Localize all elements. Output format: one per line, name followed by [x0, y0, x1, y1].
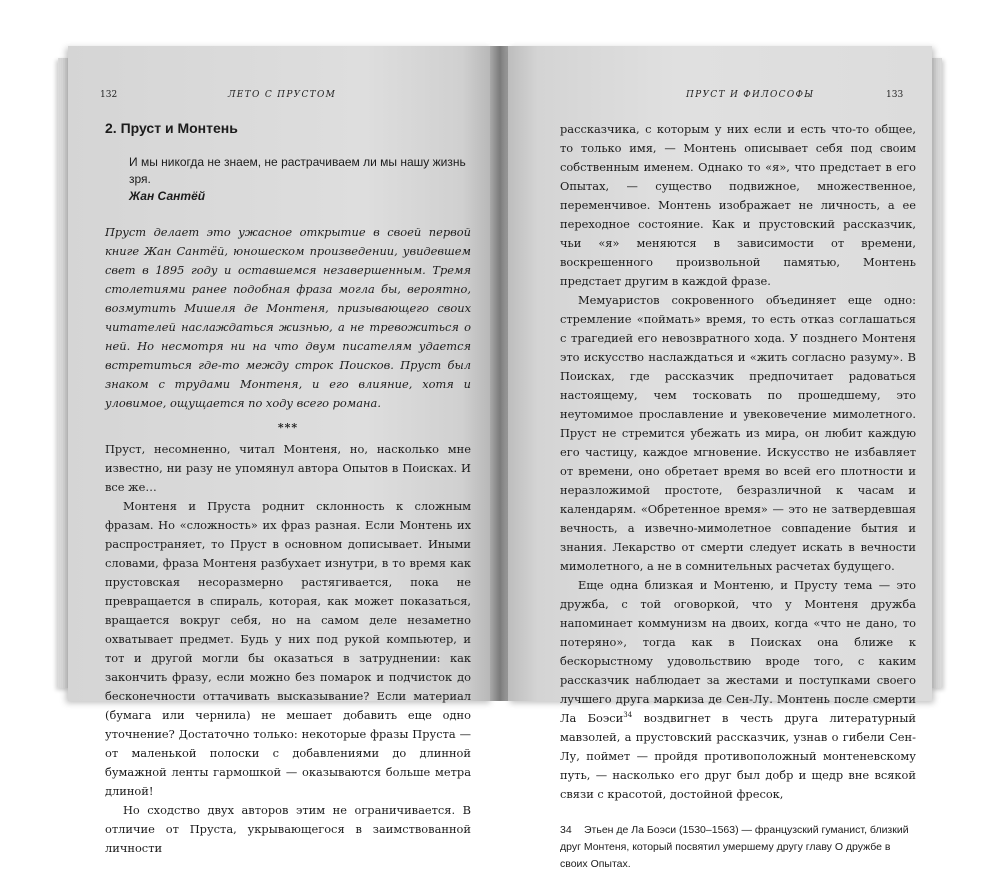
- paragraph-text: воздвигнет в честь друга литературный мавзолей, а прустовский рассказчик, узнав о гибели Сен-Лу, поймет — пройдя противоположный монтеневскому путь, — насколько его друг был добр и щедр вне всякой связи с красотой, достойной фресок,: [560, 711, 917, 801]
- left-page: [68, 46, 492, 855]
- paragraph: [560, 576, 916, 804]
- right-running-head: ПРУСТ И ФИЛОСОФЫ: [686, 90, 815, 100]
- footnote: [560, 822, 916, 873]
- paragraph: рассказчика, с которым у них если и есть что-то общее, то только имя, — Монтень описывает себя под своим собственным именем. Однако то «я», что предстает в его Опытах, — существо подвижное, множественное, переменчивое. Монтень изображает не личность, а ее переходное состояние. Как и прустовский рассказчик, чьи «я» меняются в зависимости от времени, воскрешенного произвольной памятью, Монтень предстает другим в каждой фразе.: [560, 122, 916, 288]
- left-running-head: ЛЕТО С ПРУСТОМ: [228, 90, 337, 100]
- paragraph-text: Еще одна близкая и Монтеню, и Прусту тема — это дружба, с той оговоркой, что у Монтеня дружба напоминает коммунизм на двоих, когда «что не дано, то потеряно», тогда как в Поисках она ближе к бескорыстному удовольствию вроде того, с каким рассказчик наблюдает за жестами и поступками своего лучшего друга маркиза де Сен-Лу. Монтень после смерти Ла Боэси: [560, 578, 916, 725]
- left-page-number: 132: [100, 90, 118, 100]
- section-separator: ***: [277, 421, 299, 434]
- right-page: [508, 46, 932, 870]
- chapter-title: 2. Пруст и Монтень: [105, 120, 238, 136]
- right-text-column: [560, 120, 916, 873]
- paragraph: Пруст, несомненно, читал Монтеня, но, насколько мне известно, ни разу не упомянул автора Опытов в Поисках. И все же…: [105, 442, 471, 494]
- footnote-number: 34: [560, 824, 572, 836]
- intro-paragraph: Пруст делает это ужасное открытие в своей первой книге Жан Сантёй, юношеском произведении, увидевшем свет в 1895 году и оставшемся незавершенным. Тремя столетиями ранее подобная фраза могла бы, вероятно, возмутить Мишеля де Монтеня, призывающего своих читателей наслаждаться жизнью, а не тревожиться о ней. Но несмотря ни на что двум писателям удается встретиться где-то между строк Поисков. Пруст был знаком с трудами Монтеня, и его влияние, хотя и уловимое, ощущается по ходу всего романа.: [105, 225, 471, 410]
- epigraph: И мы никогда не знаем, не растрачиваем ли мы нашу жизнь зря.: [129, 155, 466, 186]
- right-page-number: 133: [886, 90, 904, 100]
- left-text-column: [105, 120, 471, 858]
- paragraph: Монтеня и Пруста роднит склонность к сложным фразам. Но «сложность» их фраз разная. Если Монтень их распространяет, то Пруст в основном дописывает. Иными словами, фраза Монтеня разбухает изнутри, в то время как прустовская несоразмерно растягивается, пока не превращается в спираль, которая, как может показаться, вращается вокруг себя, но на самом деле незаметно охватывает предмет. Будь у них под рукой компьютер, и тот и другой могли бы оказаться в затруднении: как закончить фразу, если можно без помарок и подчисток до бесконечности оттачивать высказывание? Если материал (бумага или чернила) не мешает добавить еще одно уточнение? Достаточно только: некоторые фразы Пруста — от маленькой полоски с добавлениями до длинной бумажной ленты гармошкой — оказываются больше метра длиной!: [105, 499, 471, 798]
- paragraph: Но сходство двух авторов этим не ограничивается. В отличие от Пруста, укрывающегося в заимствованной личности: [105, 803, 471, 855]
- paragraph: Мемуаристов сокровенного объединяет еще одно: стремление «поймать» время, то есть отказ соглашаться с трагедией его невозвратного хода. У позднего Монтеня это искусство наслаждаться и «жить согласно разуму». В Поисках, где рассказчик предпочитает радоваться настоящему, чем тосковать по прошедшему, это неутомимое прославление и увековечение мимолетного. Пруст не стремится убежать из мира, он любит каждую его частицу, каждое мгновение. Искусство не избавляет от времени, оно обретает время во всей его плотности и неразложимой простоте, безразличной к часам и календарям. «Обретенное время» — это не затвердевшая вечность, а извечно-мимолетное совпадение бытия и знания. Лекарство от смерти следует искать в вечности мимолетного, а не в сомнительных расчетах будущего.: [560, 293, 916, 573]
- book-gutter: [490, 46, 510, 701]
- footnote-text: Этьен де Ла Боэси (1530–1563) — французский гуманист, близкий друг Монтеня, который посвятил умершему другу главу О дружбе в своих Опытах.: [560, 824, 909, 870]
- footnote-reference: 34: [623, 711, 633, 720]
- epigraph-author: Жан Сантёй: [129, 189, 206, 203]
